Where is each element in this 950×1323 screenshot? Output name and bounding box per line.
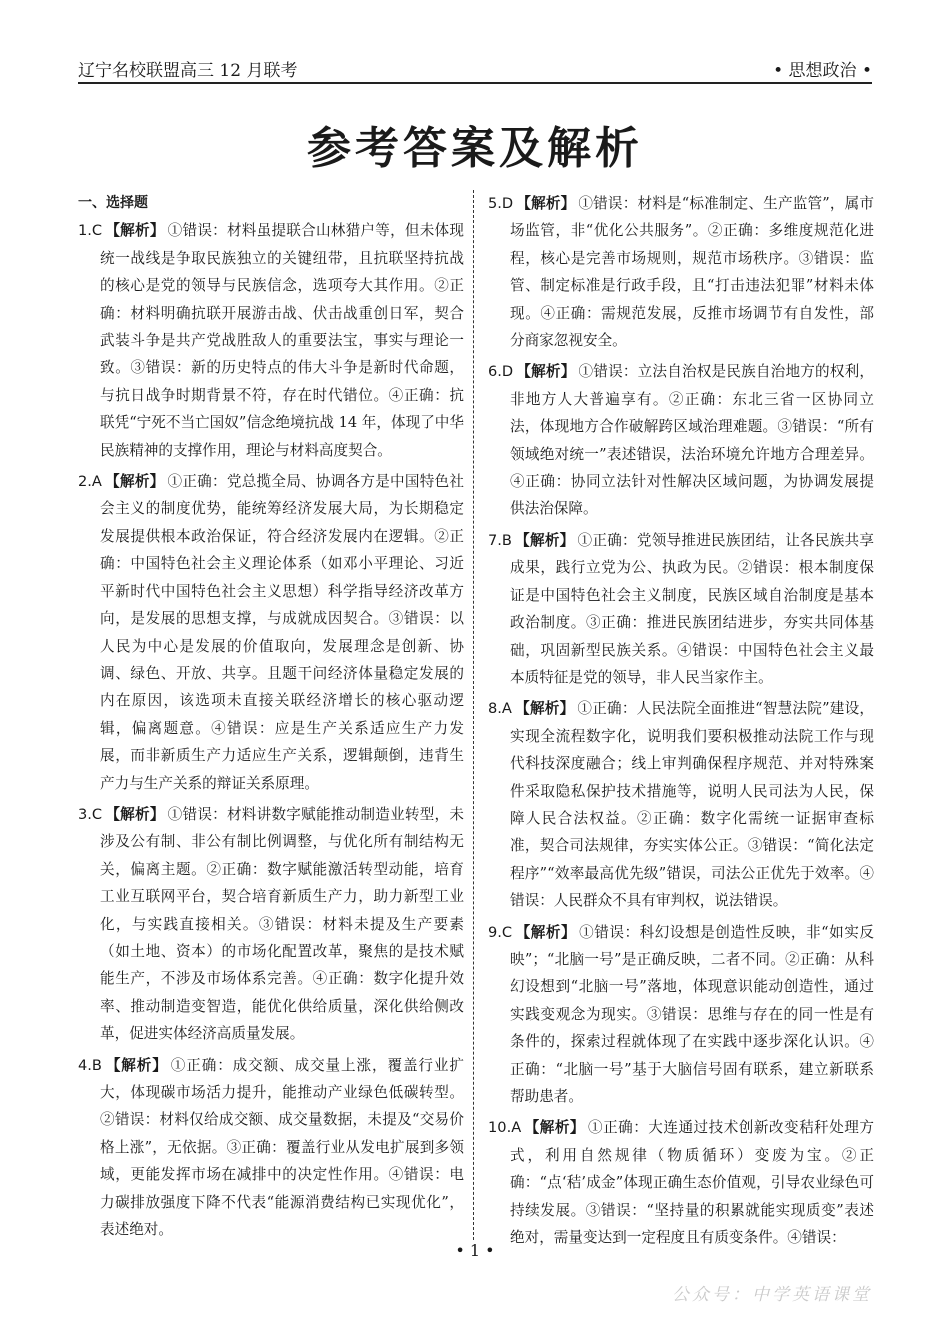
answer-number: 2.A (78, 473, 102, 491)
answer-text: ①正确：成交额、成交量上涨，覆盖行业扩大，体现碳市场活力提升，能推动产业绿色低碳转型。②错误：材料仅给成交额、成交量数据，未提及“交易价格上涨”，无依据。③正确：覆盖行业从发电扩展到多领域，更能发挥市场在减排中的决定性作用。④错误：电力碳排放强度下降不代表“能源消费结构已实现优化”，表述绝对。 (100, 1056, 464, 1239)
page-header (78, 52, 872, 84)
answer-number: 1.C (78, 222, 103, 240)
answer-number: 10.A (488, 1119, 522, 1137)
answer-number: 3.C (78, 805, 103, 823)
answer-item-6 (488, 358, 874, 522)
answer-text: ①正确：人民法院全面推进“智慧法院”建设，实现全流程数字化，说明我们要积极推动法院工作与现代科技深度融合；线上审判确保程序规范、并对特殊案件采取隐私保护技术措施等，说明人民司法为人民，保障人民合法权益。②正确：数字化需统一证据审查标准，契合司法规律，夯实实体公正。③错误：“简化法定程序”“效率最高优先级”错误，司法公正优先于效率。④错误：人民群众不具有审判权，说法错误。 (510, 700, 874, 910)
exam-name: 辽宁名校联盟高三 12 月联考 (78, 61, 298, 81)
answer-item-1 (78, 217, 464, 464)
analysis-tag: 【解析】 (514, 700, 575, 718)
analysis-tag: 【解析】 (105, 222, 165, 240)
subject-label: • 思想政治 • (773, 61, 872, 81)
answer-item-2 (78, 468, 464, 797)
answer-text: ①错误：立法自治权是民族自治地方的权利，非地方人大普遍享有。②正确：东北三省一区协同立法，体现地方合作破解跨区域治理难题。③错误：“所有领域绝对统一”表述错误，法治环境允许地方合理差异。④正确：协同立法针对性解决区域问题，为协调发展提供法治保障。 (510, 363, 874, 518)
analysis-tag: 【解析】 (516, 363, 576, 381)
analysis-tag: 【解析】 (104, 473, 165, 491)
answer-item-5 (488, 190, 874, 354)
analysis-tag: 【解析】 (524, 1119, 585, 1137)
answer-text: ①正确：大连通过技术创新改变秸秆处理方式，利用自然规律（物质循环）变废为宝。②正确：“点‘秸’成金”体现正确生态价值观，引导农业绿色可持续发展。③错误：“坚持量的积累就能实现质变”表述绝对，需量变达到一定程度且有质变条件。④错误： (510, 1119, 874, 1247)
answer-number: 7.B (488, 531, 512, 549)
answer-number: 9.C (488, 923, 513, 941)
answer-number: 6.D (488, 363, 514, 381)
analysis-tag: 【解析】 (514, 531, 575, 549)
analysis-tag: 【解析】 (516, 195, 576, 212)
answer-number: 4.B (78, 1056, 102, 1074)
answer-text: ①正确：党领导推进民族团结，让各民族共享成果，践行立党为公、执政为民。②错误：根本制度保证是中国特色社会主义制度，民族区域自治制度是基本政治制度。③正确：推进民族团结进步，夯实共同体基础，巩固新型民族关系。④错误：中国特色社会主义最本质特征是党的领导，非人民当家作主。 (510, 531, 874, 686)
answer-item-9 (488, 919, 874, 1111)
answer-text: ①错误：科幻设想是创造性反映，非“如实反映”；“北脑一号”是正确反映，二者不同。②正确：从科幻设想到“北脑一号”落地，体现意识能动创造性，通过实践变观念为现实。③错误：思维与存在的同一性是有条件的，探索过程就体现了在实践中逐步深化认识。④正确：“北脑一号”基于大脑信号固有联系，建立新联系帮助患者。 (510, 923, 874, 1105)
right-column (488, 190, 874, 1255)
answer-number: 5.D (488, 195, 514, 212)
page-number: • 1 • (455, 1241, 495, 1260)
left-column (78, 190, 464, 1247)
answer-text: ①正确：党总揽全局、协调各方是中国特色社会主义的制度优势，能统筹经济发展大局，为长期稳定发展提供根本政治保证，符合经济发展内在逻辑。②正确：中国特色社会主义理论体系（如邓小平理论、习近平新时代中国特色社会主义思想）科学指导经济改革方向，是发展的思想支撑，与成就成因契合。③错误：以人民为中心是发展的价值取向，发展理念是创新、协调、绿色、开放、共享。且题干问经济体量稳定发展的内在原因，该选项未直接关联经济增长的核心驱动逻辑，偏离题意。④错误：应是生产关系适应生产力发展，而非新质生产力适应生产关系，逻辑颠倒，违背生产力与生产关系的辩证关系原理。 (100, 473, 464, 792)
watermark: 公众号：中学英语课堂 (672, 1285, 872, 1305)
analysis-tag: 【解析】 (105, 805, 165, 823)
answer-number: 8.A (488, 700, 512, 718)
answer-item-10 (488, 1114, 874, 1251)
section-heading: 一、选择题 (78, 195, 148, 211)
answer-text: ①错误：材料是“标准制定、生产监管”，属市场监管，非“优化公共服务”。②正确：多维度规范化进程，核心是完善市场规则，规范市场秩序。③错误：监管、制定标准是行政手段，且“打击违法犯罪”材料未体现。④正确：需规范发展，反推市场调节有自发性，部分商家忽视安全。 (510, 195, 874, 350)
answer-item-8 (488, 695, 874, 914)
column-divider (473, 190, 474, 1240)
analysis-tag: 【解析】 (515, 923, 577, 941)
answer-text: ①错误：材料讲数字赋能推动制造业转型，未涉及公有制、非公有制比例调整，与优化所有制结构无关，偏离主题。②正确：数字赋能激活转型动能，培育工业互联网平台，契合培育新质生产力，助力新型工业化，与实践直接相关。③错误：材料未提及生产要素（如土地、资本）的市场化配置改革，聚焦的是技术赋能生产，不涉及市场体系完善。④正确：数字化提升效率、推动制造变智造，能优化供给质量，深化供给侧改革，促进实体经济高质量发展。 (100, 805, 464, 1043)
answer-item-4 (78, 1052, 464, 1244)
analysis-tag: 【解析】 (104, 1056, 168, 1074)
answer-text: ①错误：材料虽提联合山林猎户等，但未体现统一战线是争取民族独立的关键纽带，且抗联坚持抗战的核心是党的领导与民族信念，选项夸大其作用。②正确：材料明确抗联开展游击战、伏击战重创日军，契合武装斗争是共产党战胜敌人的重要法宝，事实与理论一致。③错误：新的历史特点的伟大斗争是新时代命题，与抗日战争时期背景不符，存在时代错位。④正确：抗联凭“宁死不当亡国奴”信念绝境抗战 14 年，体现了中华民族精神的支撑作用，理论与材料高度契合。 (100, 222, 464, 459)
page-title: 参考答案及解析 (307, 123, 643, 174)
answer-item-3 (78, 801, 464, 1048)
answer-item-7 (488, 527, 874, 691)
